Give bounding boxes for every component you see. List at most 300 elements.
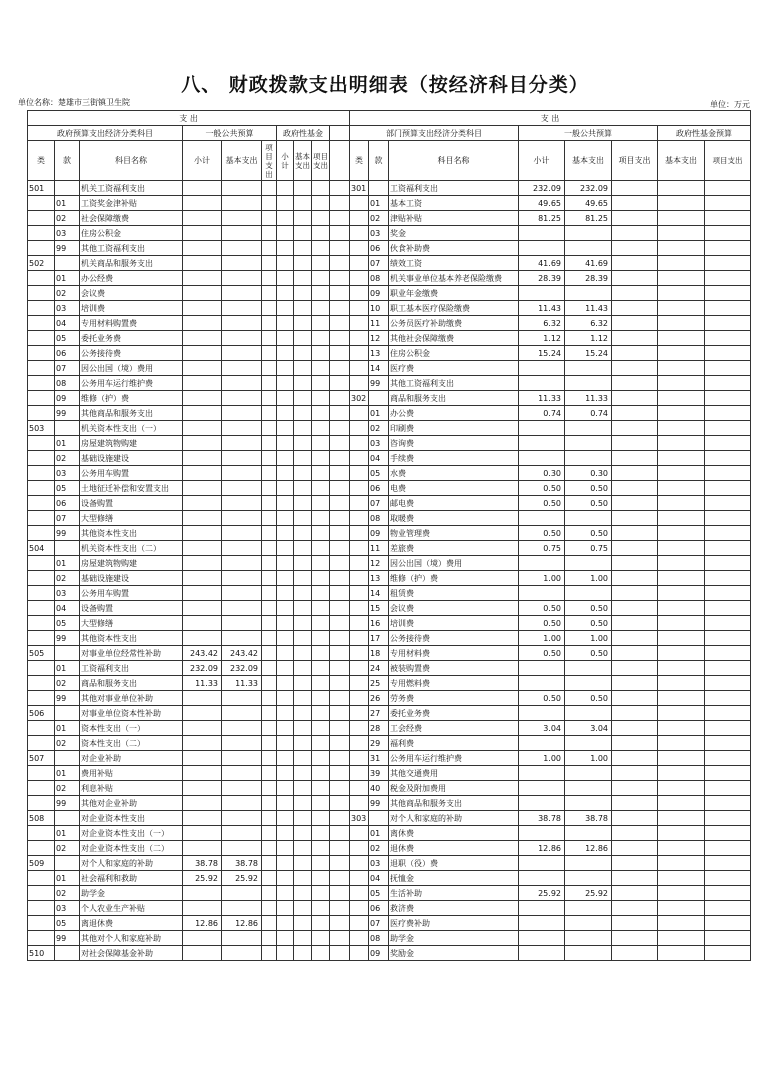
- table-cell: [350, 466, 369, 481]
- table-row: [350, 196, 751, 211]
- table-cell: [294, 751, 312, 766]
- table-cell: [519, 826, 565, 841]
- table-cell: [658, 271, 705, 286]
- table-cell: 对企业资本性支出（二）: [80, 841, 183, 856]
- table-row: [350, 766, 751, 781]
- table-cell: [350, 316, 369, 331]
- table-cell: [222, 496, 262, 511]
- table-row: [28, 916, 350, 931]
- table-cell: [565, 286, 612, 301]
- left-table-body: [28, 181, 350, 961]
- table-cell: [277, 811, 294, 826]
- table-cell: 0.50: [519, 481, 565, 496]
- right-col-item: 款: [369, 141, 389, 181]
- table-cell: [277, 421, 294, 436]
- table-cell: 个人农业生产补贴: [80, 901, 183, 916]
- table-row: [350, 241, 751, 256]
- table-cell: [312, 661, 330, 676]
- table-cell: [294, 616, 312, 631]
- table-cell: [312, 391, 330, 406]
- table-cell: [565, 436, 612, 451]
- table-cell: [658, 661, 705, 676]
- table-cell: [705, 406, 751, 421]
- table-cell: [183, 316, 222, 331]
- table-cell: [612, 181, 658, 196]
- table-cell: 02: [55, 571, 80, 586]
- table-cell: 0.75: [565, 541, 612, 556]
- table-row: [28, 226, 350, 241]
- table-cell: 11.33: [519, 391, 565, 406]
- table-cell: 基本工资: [389, 196, 519, 211]
- table-cell: [183, 391, 222, 406]
- table-cell: [222, 616, 262, 631]
- right-col-fund-basic: 基本支出: [658, 141, 705, 181]
- table-row: [350, 781, 751, 796]
- table-cell: [183, 301, 222, 316]
- table-cell: 3.04: [565, 721, 612, 736]
- table-cell-blank: [330, 286, 350, 301]
- table-row: [350, 691, 751, 706]
- table-cell: 03: [369, 226, 389, 241]
- table-cell: 11: [369, 316, 389, 331]
- table-cell: [612, 646, 658, 661]
- table-cell: [519, 376, 565, 391]
- table-cell: [705, 901, 751, 916]
- table-cell: [565, 946, 612, 961]
- table-cell-blank: [330, 946, 350, 961]
- table-cell: 0.50: [519, 691, 565, 706]
- table-cell: [658, 586, 705, 601]
- table-cell: [277, 301, 294, 316]
- table-cell: 03: [55, 901, 80, 916]
- table-cell-blank: [330, 931, 350, 946]
- table-cell: 其他资本性支出: [80, 631, 183, 646]
- table-cell: [658, 346, 705, 361]
- table-cell: [658, 871, 705, 886]
- table-cell: [183, 436, 222, 451]
- table-row: [350, 181, 751, 196]
- table-cell-blank: [330, 586, 350, 601]
- table-cell: [350, 241, 369, 256]
- table-row: [350, 466, 751, 481]
- table-cell: [294, 496, 312, 511]
- table-cell: 243.42: [222, 646, 262, 661]
- table-cell: [262, 916, 277, 931]
- table-cell: 大型修缮: [80, 511, 183, 526]
- table-row: [28, 631, 350, 646]
- table-cell: [222, 781, 262, 796]
- table-cell: [222, 226, 262, 241]
- table-cell: 99: [55, 931, 80, 946]
- table-cell: [612, 886, 658, 901]
- table-cell: 取暖费: [389, 511, 519, 526]
- table-cell: [277, 226, 294, 241]
- table-cell: 508: [28, 811, 55, 826]
- table-cell: [565, 901, 612, 916]
- table-cell: [658, 316, 705, 331]
- table-cell: 退休费: [389, 841, 519, 856]
- table-row: [350, 406, 751, 421]
- table-row: [28, 601, 350, 616]
- table-cell: 维修（护）费: [389, 571, 519, 586]
- table-cell: 手续费: [389, 451, 519, 466]
- table-cell: [262, 511, 277, 526]
- table-cell: [705, 436, 751, 451]
- table-cell: [262, 886, 277, 901]
- table-cell: [519, 796, 565, 811]
- table-cell: [612, 346, 658, 361]
- page-title: 八、 财政拨款支出明细表（按经济科目分类）: [181, 74, 589, 96]
- table-cell: [612, 391, 658, 406]
- table-cell: [658, 556, 705, 571]
- table-cell: [658, 481, 705, 496]
- table-cell-blank: [330, 421, 350, 436]
- table-cell: [183, 751, 222, 766]
- table-cell: 04: [369, 871, 389, 886]
- right-col-basic: 基本支出: [565, 141, 612, 181]
- table-cell: [519, 676, 565, 691]
- table-cell: 0.74: [565, 406, 612, 421]
- table-cell: [222, 511, 262, 526]
- table-cell: [612, 856, 658, 871]
- table-row: [350, 571, 751, 586]
- table-row: [28, 481, 350, 496]
- left-col-item: 款: [55, 141, 80, 181]
- table-row: [350, 796, 751, 811]
- table-cell: 41.69: [519, 256, 565, 271]
- table-cell: [183, 901, 222, 916]
- table-row: [28, 346, 350, 361]
- table-cell: [705, 346, 751, 361]
- table-cell: [183, 421, 222, 436]
- table-cell-blank: [330, 796, 350, 811]
- table-cell: 28: [369, 721, 389, 736]
- table-cell: 劳务费: [389, 691, 519, 706]
- table-cell: [705, 706, 751, 721]
- table-cell: 对企业补助: [80, 751, 183, 766]
- table-cell: 06: [369, 241, 389, 256]
- table-cell: [519, 361, 565, 376]
- table-cell: [565, 766, 612, 781]
- table-cell: 01: [55, 661, 80, 676]
- table-cell: [183, 271, 222, 286]
- table-cell-blank: [330, 886, 350, 901]
- table-cell: [519, 856, 565, 871]
- table-cell: 助学金: [80, 886, 183, 901]
- table-cell-blank: [330, 646, 350, 661]
- table-cell: [519, 586, 565, 601]
- table-cell: 机关资本性支出（一）: [80, 421, 183, 436]
- table-cell: [658, 331, 705, 346]
- table-cell: [658, 226, 705, 241]
- table-cell: [519, 226, 565, 241]
- table-cell: [369, 391, 389, 406]
- table-cell: 社会福利和救助: [80, 871, 183, 886]
- table-cell: [658, 721, 705, 736]
- table-row: [28, 811, 350, 826]
- table-cell-blank: [330, 841, 350, 856]
- table-cell: [312, 676, 330, 691]
- table-cell: [183, 706, 222, 721]
- table-cell: [262, 646, 277, 661]
- table-cell: [222, 301, 262, 316]
- table-cell: 社会保障缴费: [80, 211, 183, 226]
- table-cell: [658, 706, 705, 721]
- table-cell: 06: [55, 496, 80, 511]
- table-cell: [55, 421, 80, 436]
- table-row: [350, 226, 751, 241]
- table-row: [28, 736, 350, 751]
- table-cell: [222, 541, 262, 556]
- table-cell: 14: [369, 361, 389, 376]
- table-cell: [350, 706, 369, 721]
- table-cell: [277, 616, 294, 631]
- table-cell: 费用补贴: [80, 766, 183, 781]
- table-cell: 05: [55, 616, 80, 631]
- table-cell: [28, 796, 55, 811]
- table-cell: [262, 211, 277, 226]
- table-cell: 其他资本性支出: [80, 526, 183, 541]
- table-cell: [705, 946, 751, 961]
- table-cell: [705, 736, 751, 751]
- table-cell: [658, 511, 705, 526]
- table-cell: 02: [55, 676, 80, 691]
- right-table-body: [350, 181, 751, 961]
- table-cell: [277, 826, 294, 841]
- table-cell-blank: [330, 316, 350, 331]
- table-cell: [183, 496, 222, 511]
- table-cell: [658, 181, 705, 196]
- table-cell: 其他工资福利支出: [389, 376, 519, 391]
- table-cell: [350, 871, 369, 886]
- table-cell: [565, 361, 612, 376]
- table-cell: [612, 781, 658, 796]
- table-cell: [350, 481, 369, 496]
- table-cell: [262, 871, 277, 886]
- table-cell: [612, 271, 658, 286]
- table-cell: [294, 571, 312, 586]
- table-cell: 01: [369, 196, 389, 211]
- table-row: [350, 331, 751, 346]
- table-cell: [350, 406, 369, 421]
- table-cell: 03: [369, 856, 389, 871]
- table-cell: [277, 451, 294, 466]
- table-cell: [262, 226, 277, 241]
- table-row: [350, 646, 751, 661]
- table-cell: [294, 811, 312, 826]
- table-cell-blank: [330, 556, 350, 571]
- table-cell: [612, 571, 658, 586]
- left-col-basic: 基本支出: [222, 141, 262, 181]
- right-col-class: 类: [350, 141, 369, 181]
- table-cell: 机关商品和服务支出: [80, 256, 183, 271]
- table-cell: [612, 451, 658, 466]
- table-cell: [28, 916, 55, 931]
- table-cell: [350, 766, 369, 781]
- table-cell: [312, 601, 330, 616]
- table-cell: [350, 571, 369, 586]
- table-cell: [277, 931, 294, 946]
- table-cell: [350, 376, 369, 391]
- table-cell: [183, 331, 222, 346]
- table-cell: 利息补贴: [80, 781, 183, 796]
- table-cell: 03: [55, 466, 80, 481]
- table-cell: [294, 796, 312, 811]
- table-row: [350, 481, 751, 496]
- table-cell: [294, 241, 312, 256]
- table-cell-blank: [330, 736, 350, 751]
- right-expenditure-table: [349, 110, 751, 961]
- table-cell: [183, 766, 222, 781]
- table-cell: 其他对事业单位补助: [80, 691, 183, 706]
- table-cell: 会议费: [80, 286, 183, 301]
- table-cell: 设备购置: [80, 601, 183, 616]
- table-cell: [222, 331, 262, 346]
- table-cell-blank: [330, 526, 350, 541]
- table-cell: [705, 196, 751, 211]
- table-cell: 27: [369, 706, 389, 721]
- table-cell: 05: [369, 886, 389, 901]
- table-cell: [294, 601, 312, 616]
- table-row: [28, 526, 350, 541]
- table-cell: [55, 811, 80, 826]
- table-cell: [312, 541, 330, 556]
- table-cell: [262, 706, 277, 721]
- table-cell: [312, 496, 330, 511]
- right-col-project: 项目支出: [612, 141, 658, 181]
- table-cell: 1.12: [565, 331, 612, 346]
- table-cell: [222, 241, 262, 256]
- table-cell: [262, 691, 277, 706]
- table-cell: 11.33: [183, 676, 222, 691]
- table-cell: [277, 631, 294, 646]
- left-col-fund-subtotal: 小计: [277, 141, 294, 181]
- left-expenditure-table: [27, 110, 350, 961]
- table-cell: 水费: [389, 466, 519, 481]
- table-cell: [565, 796, 612, 811]
- table-cell: [294, 886, 312, 901]
- table-cell: [658, 676, 705, 691]
- table-cell: [658, 901, 705, 916]
- table-cell: [658, 946, 705, 961]
- table-cell: [183, 451, 222, 466]
- table-cell: [565, 421, 612, 436]
- table-cell: [705, 646, 751, 661]
- table-cell: [294, 346, 312, 361]
- table-cell: 救济费: [389, 901, 519, 916]
- table-cell: [658, 376, 705, 391]
- table-cell: 25.92: [222, 871, 262, 886]
- table-cell: 公务用车购置: [80, 586, 183, 601]
- table-cell: [312, 406, 330, 421]
- table-cell: 12.86: [519, 841, 565, 856]
- table-row: [350, 496, 751, 511]
- table-cell: [350, 511, 369, 526]
- table-cell: [294, 421, 312, 436]
- table-cell: 13: [369, 346, 389, 361]
- table-cell: 津贴补贴: [389, 211, 519, 226]
- table-row: [28, 316, 350, 331]
- table-cell: [222, 766, 262, 781]
- table-cell: 13: [369, 571, 389, 586]
- table-cell: 14: [369, 586, 389, 601]
- table-cell: [519, 781, 565, 796]
- table-cell: [55, 256, 80, 271]
- table-row: [350, 616, 751, 631]
- table-cell: [705, 841, 751, 856]
- table-cell: [183, 511, 222, 526]
- table-cell: [705, 616, 751, 631]
- table-cell: 232.09: [519, 181, 565, 196]
- table-cell: [565, 931, 612, 946]
- table-cell: [277, 436, 294, 451]
- table-cell: [277, 781, 294, 796]
- table-cell-blank: [330, 916, 350, 931]
- table-cell: [222, 391, 262, 406]
- table-row: [28, 181, 350, 196]
- table-cell: [262, 271, 277, 286]
- table-cell: [658, 736, 705, 751]
- right-header-category: 部门预算支出经济分类科目: [350, 126, 519, 141]
- table-cell: [222, 256, 262, 271]
- table-cell: [277, 346, 294, 361]
- table-cell: 机关资本性支出（二）: [80, 541, 183, 556]
- table-row: [28, 331, 350, 346]
- table-cell: [705, 601, 751, 616]
- table-cell: 税金及附加费用: [389, 781, 519, 796]
- table-cell: [28, 346, 55, 361]
- table-cell: [294, 661, 312, 676]
- table-cell: [350, 646, 369, 661]
- table-cell: [262, 841, 277, 856]
- table-cell: [222, 586, 262, 601]
- table-cell: [222, 211, 262, 226]
- table-cell: [28, 601, 55, 616]
- table-cell: 01: [55, 271, 80, 286]
- table-cell: [294, 406, 312, 421]
- table-cell: [565, 916, 612, 931]
- table-cell: [262, 301, 277, 316]
- table-cell: [294, 256, 312, 271]
- table-cell: [612, 361, 658, 376]
- table-cell: [277, 271, 294, 286]
- table-cell: [312, 631, 330, 646]
- table-cell: [222, 901, 262, 916]
- table-cell: 1.00: [565, 751, 612, 766]
- table-cell: [565, 511, 612, 526]
- table-cell: [350, 226, 369, 241]
- table-cell: [612, 226, 658, 241]
- table-cell: [28, 676, 55, 691]
- table-cell: 对个人和家庭的补助: [389, 811, 519, 826]
- table-row: [28, 691, 350, 706]
- table-row: [350, 871, 751, 886]
- table-cell: [222, 736, 262, 751]
- table-cell: 基础设施建设: [80, 451, 183, 466]
- table-cell: 培训费: [80, 301, 183, 316]
- table-cell: [294, 586, 312, 601]
- table-cell: [312, 736, 330, 751]
- table-cell: [350, 271, 369, 286]
- table-cell: [565, 706, 612, 721]
- table-cell: [350, 211, 369, 226]
- table-cell: 0.50: [519, 526, 565, 541]
- table-cell: [705, 721, 751, 736]
- table-cell: [312, 781, 330, 796]
- table-cell: [222, 556, 262, 571]
- table-cell: [277, 181, 294, 196]
- table-cell: 0.50: [565, 601, 612, 616]
